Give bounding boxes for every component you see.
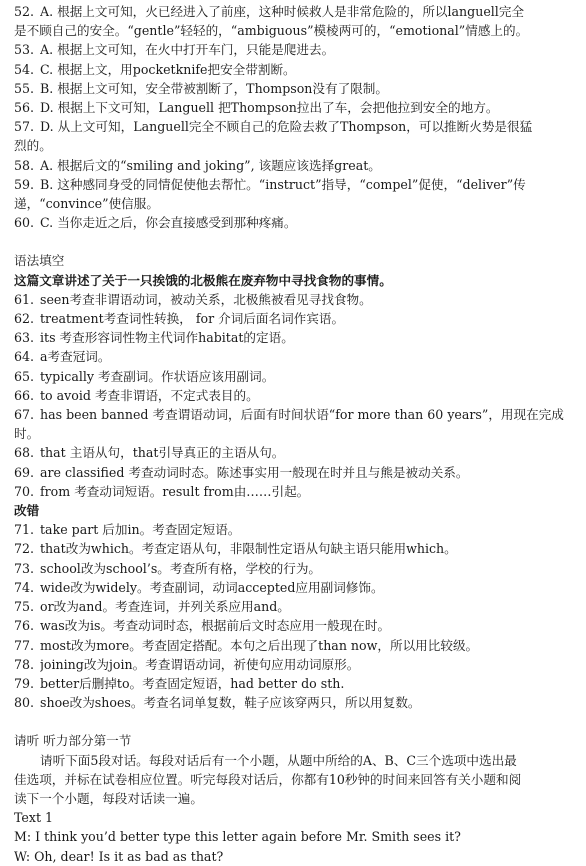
answer-item-75 (14, 597, 576, 616)
answer-number: 78. (14, 656, 35, 672)
answer-text: to avoid 考查非谓语，不定式表目的。 (40, 387, 259, 403)
answer-text: better后删掉to。考查固定短语，had better do sth. (40, 675, 345, 691)
answer-number: 54. (14, 61, 35, 77)
answer-text: C. 根据上文，用pocketknife把安全带割断。 (40, 61, 296, 77)
answer-number: 66. (14, 387, 35, 403)
answer-item-53 (14, 40, 576, 59)
answer-text: that 主语从句，that引导真正的主语从句。 (40, 445, 285, 461)
answer-item-65 (14, 367, 576, 386)
answer-text: D. 根据上下文可知，Languell 把Thompson拉出了车，会把他拉到安全的地方。 (40, 100, 499, 116)
answer-item-72 (14, 539, 576, 558)
answer-text: its 考查形容词性物主代词作habitat的定语。 (40, 330, 294, 346)
answer-item-73 (14, 559, 576, 578)
answer-number: 79. (14, 675, 35, 691)
answer-text: from 考查动词短语。result from由……引起。 (40, 483, 310, 499)
answer-text: A. 根据后文的“smiling and joking”, 该题应该选择great。 (40, 157, 381, 173)
answer-number: 53. (14, 42, 35, 58)
answer-text: A. 根据上文可知，在火中打开车门，只能是爬进去。 (40, 42, 335, 58)
answer-item-62 (14, 309, 576, 328)
answer-number: 70. (14, 483, 35, 499)
answer-text: was改为is。考查动词时态，根据前后文时态应用一般现在时。 (40, 618, 391, 634)
dialogue-line-m: M: I think you’d better type this letter again before Mr. Smith sees it? (14, 829, 461, 845)
answer-text: D. 从上文可知，Languell完全不顾自己的危险去救了Thompson，可以推断火势是很猛 (40, 119, 533, 135)
answer-number: 64. (14, 349, 35, 365)
grammar-section (14, 251, 576, 501)
instruction-line: 读下一个小题，每段对话读一遍。 (14, 790, 203, 806)
answer-number: 61. (14, 291, 35, 307)
answer-continuation: 是不顾自己的安全。“gentle”轻轻的，“ambiguous”模棱两可的，“emotional”情感上的。 (14, 23, 529, 39)
answer-text: take part 后加in。考查固定短语。 (40, 522, 241, 538)
listening-section (14, 731, 576, 865)
answer-text: treatment考查词性转换， for 介词后面名词作宾语。 (40, 311, 345, 327)
answer-text: has been banned 考查谓语动词，后面有时间状语“for more than 60 years”，用现在完成 (40, 407, 564, 423)
answer-item-67 (14, 405, 576, 424)
answer-item-77 (14, 636, 576, 655)
answer-continuation: 烈的。 (14, 138, 52, 154)
answer-item-55 (14, 79, 576, 98)
answer-number: 56. (14, 100, 35, 116)
answer-text: or改为and。考查连词，并列关系应用and。 (40, 599, 290, 615)
answer-number: 62. (14, 311, 35, 327)
answer-number: 57. (14, 119, 35, 135)
answer-number: 69. (14, 464, 35, 480)
answer-item-70 (14, 482, 576, 501)
answer-item-78 (14, 655, 576, 674)
answer-item-76 (14, 616, 576, 635)
answer-number: 67. (14, 407, 35, 423)
answer-text: B. 根据上文可知，安全带被割断了，Thompson没有了限制。 (40, 80, 388, 96)
answer-number: 65. (14, 368, 35, 384)
answer-item-71 (14, 520, 576, 539)
answer-item-66 (14, 386, 576, 405)
answer-number: 80. (14, 695, 35, 711)
answer-item-52 (14, 2, 576, 21)
answer-number: 55. (14, 80, 35, 96)
answer-item-68 (14, 443, 576, 462)
answer-item-74 (14, 578, 576, 597)
answer-number: 52. (14, 4, 35, 19)
answer-number: 71. (14, 522, 35, 538)
answer-number: 68. (14, 445, 35, 461)
answer-number: 73. (14, 560, 35, 576)
answer-text: a考查冠词。 (40, 349, 111, 365)
answer-item-57 (14, 117, 576, 136)
answer-text: typically 考查副词。作状语应该用副词。 (40, 368, 275, 384)
answer-number: 59. (14, 176, 35, 192)
answer-item-79 (14, 674, 576, 693)
answer-number: 60. (14, 215, 35, 231)
section-heading: 请听 听力部分第一节 (14, 733, 132, 749)
answer-text: wide改为widely。考查副词，动词accepted应用副词修饰。 (40, 579, 384, 595)
answer-text: most改为more。考查固定搭配。本句之后出现了than now，所以用比较级。 (40, 637, 479, 653)
text-label: Text 1 (14, 810, 54, 826)
answer-number: 72. (14, 541, 35, 557)
answer-text: school改为school’s。考查所有格，学校的行为。 (40, 560, 322, 576)
answer-continuation: 时。 (14, 426, 40, 442)
answer-item-56 (14, 98, 576, 117)
dialogue-line-w: W: Oh, dear! Is it as bad as that? (14, 848, 224, 864)
answer-item-64 (14, 347, 576, 366)
answer-item-54 (14, 60, 576, 79)
answer-number: 77. (14, 637, 35, 653)
error-correction-section (14, 501, 576, 712)
answer-item-58 (14, 156, 576, 175)
answer-text: are classified 考查动词时态。陈述事实用一般现在时并且与熊是被动关系。 (40, 464, 469, 480)
section-intro: 这篇文章讲述了关于一只挨饿的北极熊在废弃物中寻找食物的事情。 (14, 272, 392, 288)
answer-text: shoe改为shoes。考查名词单复数，鞋子应该穿两只，所以用复数。 (40, 695, 421, 711)
answer-item-60 (14, 213, 576, 232)
answer-text: that改为which。考查定语从句，非限制性定语从句缺主语只能用which。 (40, 541, 457, 557)
reading-answers (14, 2, 576, 232)
answer-number: 74. (14, 579, 35, 595)
instruction-line: 请听下面5段对话。每段对话后有一个小题，从题中所给的A、B、C三个选项中选出最 (40, 752, 517, 768)
answer-number: 75. (14, 599, 35, 615)
answer-text: seen考查非谓语动词，被动关系，北极熊被看见寻找食物。 (40, 291, 372, 307)
answer-text: joining改为join。考查谓语动词，祈使句应用动词原形。 (40, 656, 360, 672)
answer-text: B. 这种感同身受的同情促使他去帮忙。“instruct”指导，“compel”促使，“deliver”传 (40, 176, 526, 192)
section-heading: 改错 (14, 503, 40, 519)
answer-text: C. 当你走近之后，你会直接感受到那种疼痛。 (40, 215, 297, 231)
answer-continuation: 递，“convince”使信服。 (14, 196, 159, 212)
answer-number: 58. (14, 157, 35, 173)
answer-item-69 (14, 463, 576, 482)
answer-number: 63. (14, 330, 35, 346)
answer-number: 76. (14, 618, 35, 634)
answer-item-61 (14, 290, 576, 309)
answer-item-80 (14, 693, 576, 712)
answer-text: A. 根据上文可知，火已经进入了前座，这种时候救人是非常危险的，所以languell完全 (40, 4, 525, 19)
instruction-line: 佳选项，并标在试卷相应位置。听完每段对话后，你都有10秒钟的时间来回答有关小题和阅 (14, 771, 522, 787)
answer-item-63 (14, 328, 576, 347)
answer-item-59 (14, 175, 576, 194)
section-heading: 语法填空 (14, 253, 65, 269)
